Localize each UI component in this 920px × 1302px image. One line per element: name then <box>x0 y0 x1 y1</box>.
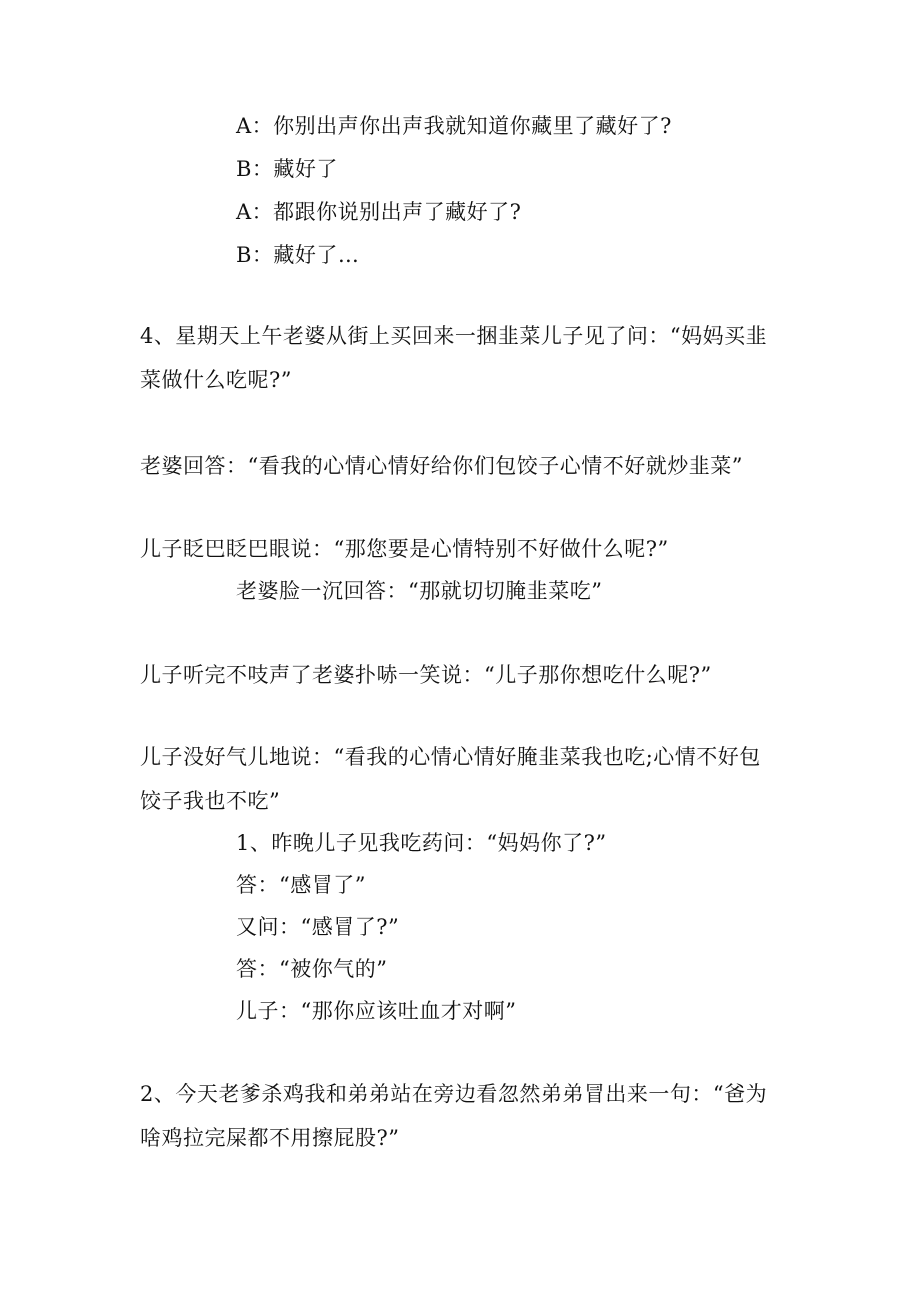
joke4-son-question: 儿子眨巴眨巴眼说：“那您要是心情特别不好做什么呢?” <box>140 537 669 561</box>
dialogue-line-a2: A：都跟你说别出声了藏好了? <box>236 200 522 224</box>
joke4-wife-reply: 老婆回答：“看我的心情心情好给你们包饺子心情不好就炒韭菜” <box>140 454 743 478</box>
joke4-wife-answer: 老婆脸一沉回答：“那就切切腌韭菜吃” <box>236 579 603 603</box>
joke1-line-1: 1、昨晚儿子见我吃药问：“妈妈你了?” <box>236 831 607 855</box>
joke1-line-3: 又问：“感冒了?” <box>236 915 400 939</box>
joke2-text: 2、今天老爹杀鸡我和弟弟站在旁边看忽然弟弟冒出来一句：“爸为啥鸡拉完屎都不用擦屁股?” <box>140 1082 768 1150</box>
dialogue-line-b1: B：藏好了 <box>236 157 338 181</box>
joke1-line-2: 答：“感冒了” <box>236 873 366 897</box>
joke1-line-4: 答：“被你气的” <box>236 957 388 981</box>
joke4-son-silent: 儿子听完不吱声了老婆扑哧一笑说：“儿子那你想吃什么呢?” <box>140 663 712 687</box>
joke4-intro: 4、星期天上午老婆从街上买回来一捆韭菜儿子见了问：“妈妈买韭菜做什么吃呢?” <box>140 324 768 392</box>
joke1-line-5: 儿子：“那你应该吐血才对啊” <box>236 999 517 1023</box>
joke4-son-final: 儿子没好气儿地说：“看我的心情心情好腌韭菜我也吃;心情不好包饺子我也不吃” <box>140 745 761 813</box>
dialogue-line-a1: A：你别出声你出声我就知道你藏里了藏好了? <box>236 114 672 138</box>
dialogue-line-b2: B：藏好了… <box>236 243 360 267</box>
